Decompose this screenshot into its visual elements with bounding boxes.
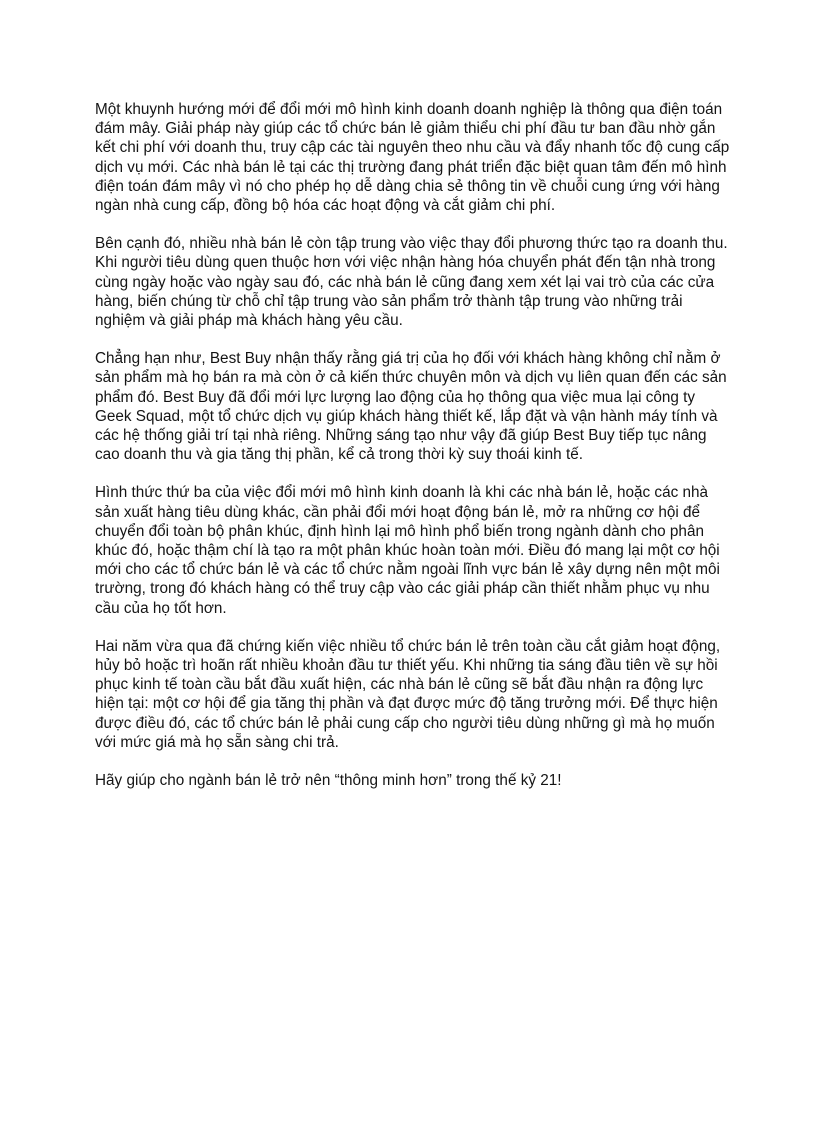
paragraph-third-form: Hình thức thứ ba của việc đổi mới mô hình kinh doanh là khi các nhà bán lẻ, hoặc các nhà sản xuất hàng tiêu dùng khác, cần phải đổi mới hoạt động bán lẻ, mở ra những cơ hội để chuyển đổi toàn bộ phân khúc, định hình lại mô hình phổ biến trong ngành dành cho phân khúc đó, hoặc thậm chí là tạo ra một phân khúc hoàn toàn mới. Điều đó mang lại một cơ hội mới cho các tổ chức bán lẻ và các tổ chức nằm ngoài lĩnh vực bán lẻ xây dựng nên một môi trường, trong đó khách hàng có thể truy cập vào các giải pháp cần thiết nhằm phục vụ nhu cầu của họ tốt hơn. (95, 484, 720, 617)
document-body (95, 100, 735, 809)
paragraph-closing: Hãy giúp cho ngành bán lẻ trở nên “thông minh hơn” trong thế kỷ 21! (95, 772, 562, 790)
paragraph-cloud-computing: Một khuynh hướng mới để đổi mới mô hình kinh doanh doanh nghiệp là thông qua điện toán đám mây. Giải pháp này giúp các tổ chức bán lẻ giảm thiểu chi phí đầu tư ban đầu nhờ gắn kết chi phí với doanh thu, truy cập các tài nguyên theo nhu cầu và đẩy nhanh tốc độ cung cấp dịch vụ mới. Các nhà bán lẻ tại các thị trường đang phát triển đặc biệt quan tâm đến mô hình điện toán đám mây vì nó cho phép họ dễ dàng chia sẻ thông tin về chuỗi cung ứng với hàng ngàn nhà cung cấp, đồng bộ hóa các hoạt động và cắt giảm chi phí. (95, 101, 730, 215)
paragraph-revenue-methods: Bên cạnh đó, nhiều nhà bán lẻ còn tập trung vào việc thay đổi phương thức tạo ra doanh thu. Khi người tiêu dùng quen thuộc hơn với việc nhận hàng hóa chuyển phát đến tận nhà trong cùng ngày hoặc vào ngày sau đó, các nhà bán lẻ cũng đang xem xét lại vai trò của các cửa hàng, biến chúng từ chỗ chỉ tập trung vào sản phẩm trở thành tập trung vào những trải nghiệm và giải pháp mà khách hàng yêu cầu. (95, 235, 728, 330)
paragraph-best-buy: Chẳng hạn như, Best Buy nhận thấy rằng giá trị của họ đối với khách hàng không chỉ nằm ở sản phẩm mà họ bán ra mà còn ở cả kiến thức chuyên môn và dịch vụ liên quan đến các sản phẩm đó. Best Buy đã đổi mới lực lượng lao động của họ thông qua việc mua lại công ty Geek Squad, một tổ chức dịch vụ giúp khách hàng thiết kế, lắp đặt và vận hành máy tính và các hệ thống giải trí tại nhà riêng. Những sáng tạo như vậy đã giúp Best Buy tiếp tục nâng cao doanh thu và gia tăng thị phần, kể cả trong thời kỳ suy thoái kinh tế. (95, 350, 727, 464)
paragraph-recovery: Hai năm vừa qua đã chứng kiến việc nhiều tổ chức bán lẻ trên toàn cầu cắt giảm hoạt động, hủy bỏ hoặc trì hoãn rất nhiều khoản đầu tư thiết yếu. Khi những tia sáng đầu tiên về sự hồi phục kinh tế toàn cầu bắt đầu xuất hiện, các nhà bán lẻ cũng sẽ bắt đầu nhận ra động lực hiện tại: một cơ hội để gia tăng thị phần và đạt được mức độ tăng trưởng mới. Để thực hiện được điều đó, các tổ chức bán lẻ phải cung cấp cho người tiêu dùng những gì mà họ muốn với mức giá mà họ sẵn sàng chi trả. (95, 637, 721, 751)
